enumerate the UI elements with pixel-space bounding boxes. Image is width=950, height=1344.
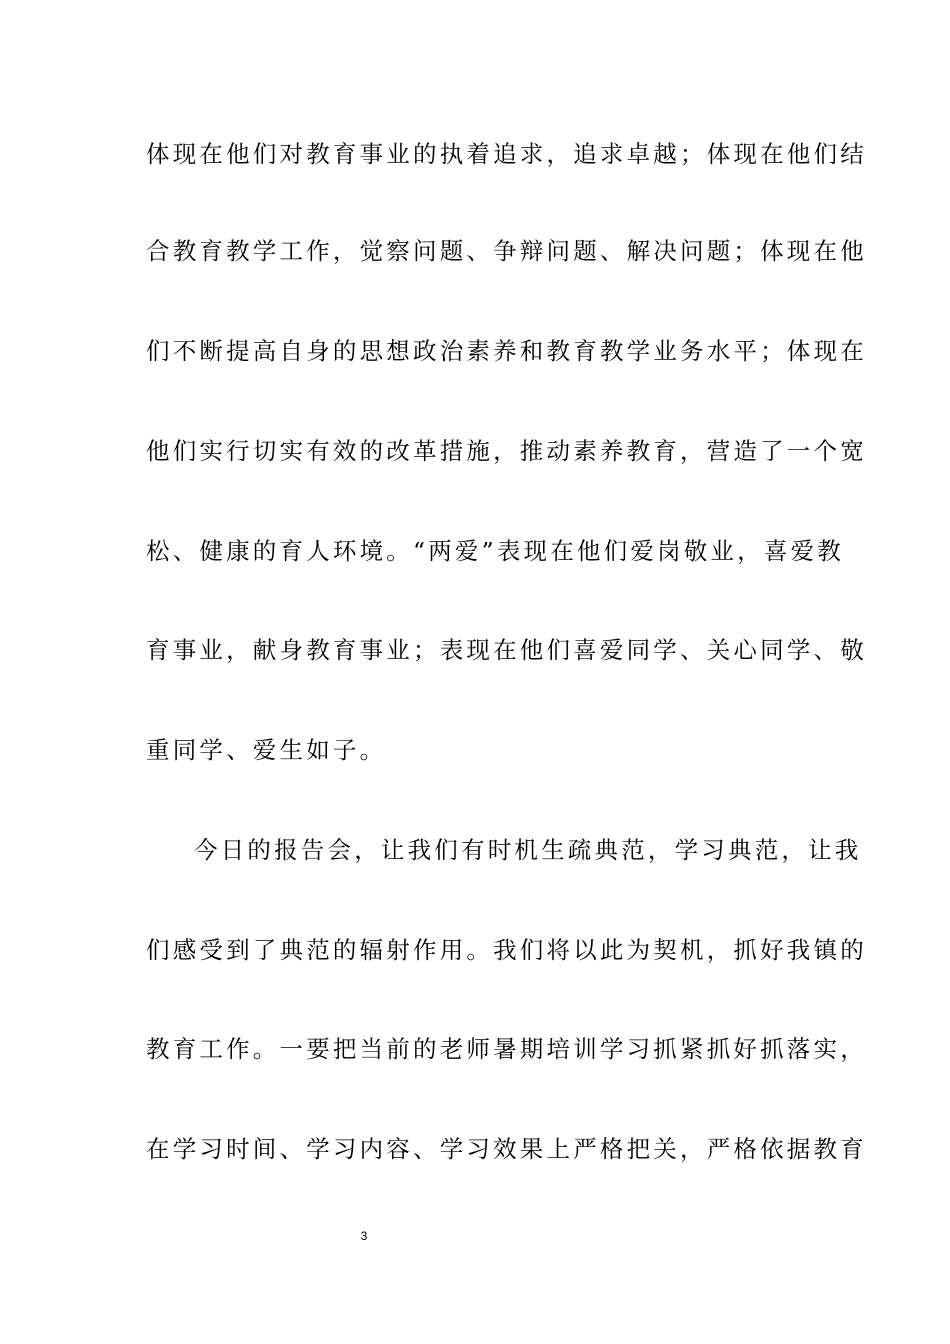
text-line: 在学习时间、学习内容、学习效果上严格把关，严格依据教育 [146,1135,867,1163]
text-line: 松、健康的育人环境。“两爱”表现在他们爱岗敬业，喜爱教 [146,537,844,565]
page-number: 3 [360,1229,368,1243]
text-line: 们感受到了典范的辐射作用。我们将以此为契机，抓好我镇的 [146,936,867,964]
text-line: 们不断提高自身的思想政治素养和教育教学业务水平；体现在 [146,337,867,365]
text-line: 重同学、爱生如子。 [146,736,387,764]
text-line: 教育工作。一要把当前的老师暑期培训学习抓紧抓好抓落实， [146,1035,867,1063]
text-line: 他们实行切实有效的改革措施，推动素养教育，营造了一个宽 [146,437,867,465]
text-line: 合教育教学工作，觉察问题、争辩问题、解决问题；体现在他 [146,237,867,265]
text-line: 育事业，献身教育事业；表现在他们喜爱同学、关心同学、敬 [146,636,867,664]
text-line: 体现在他们对教育事业的执着追求，追求卓越；体现在他们结 [146,140,867,168]
text-line: 今日的报告会，让我们有时机生疏典范，学习典范，让我 [194,836,862,864]
